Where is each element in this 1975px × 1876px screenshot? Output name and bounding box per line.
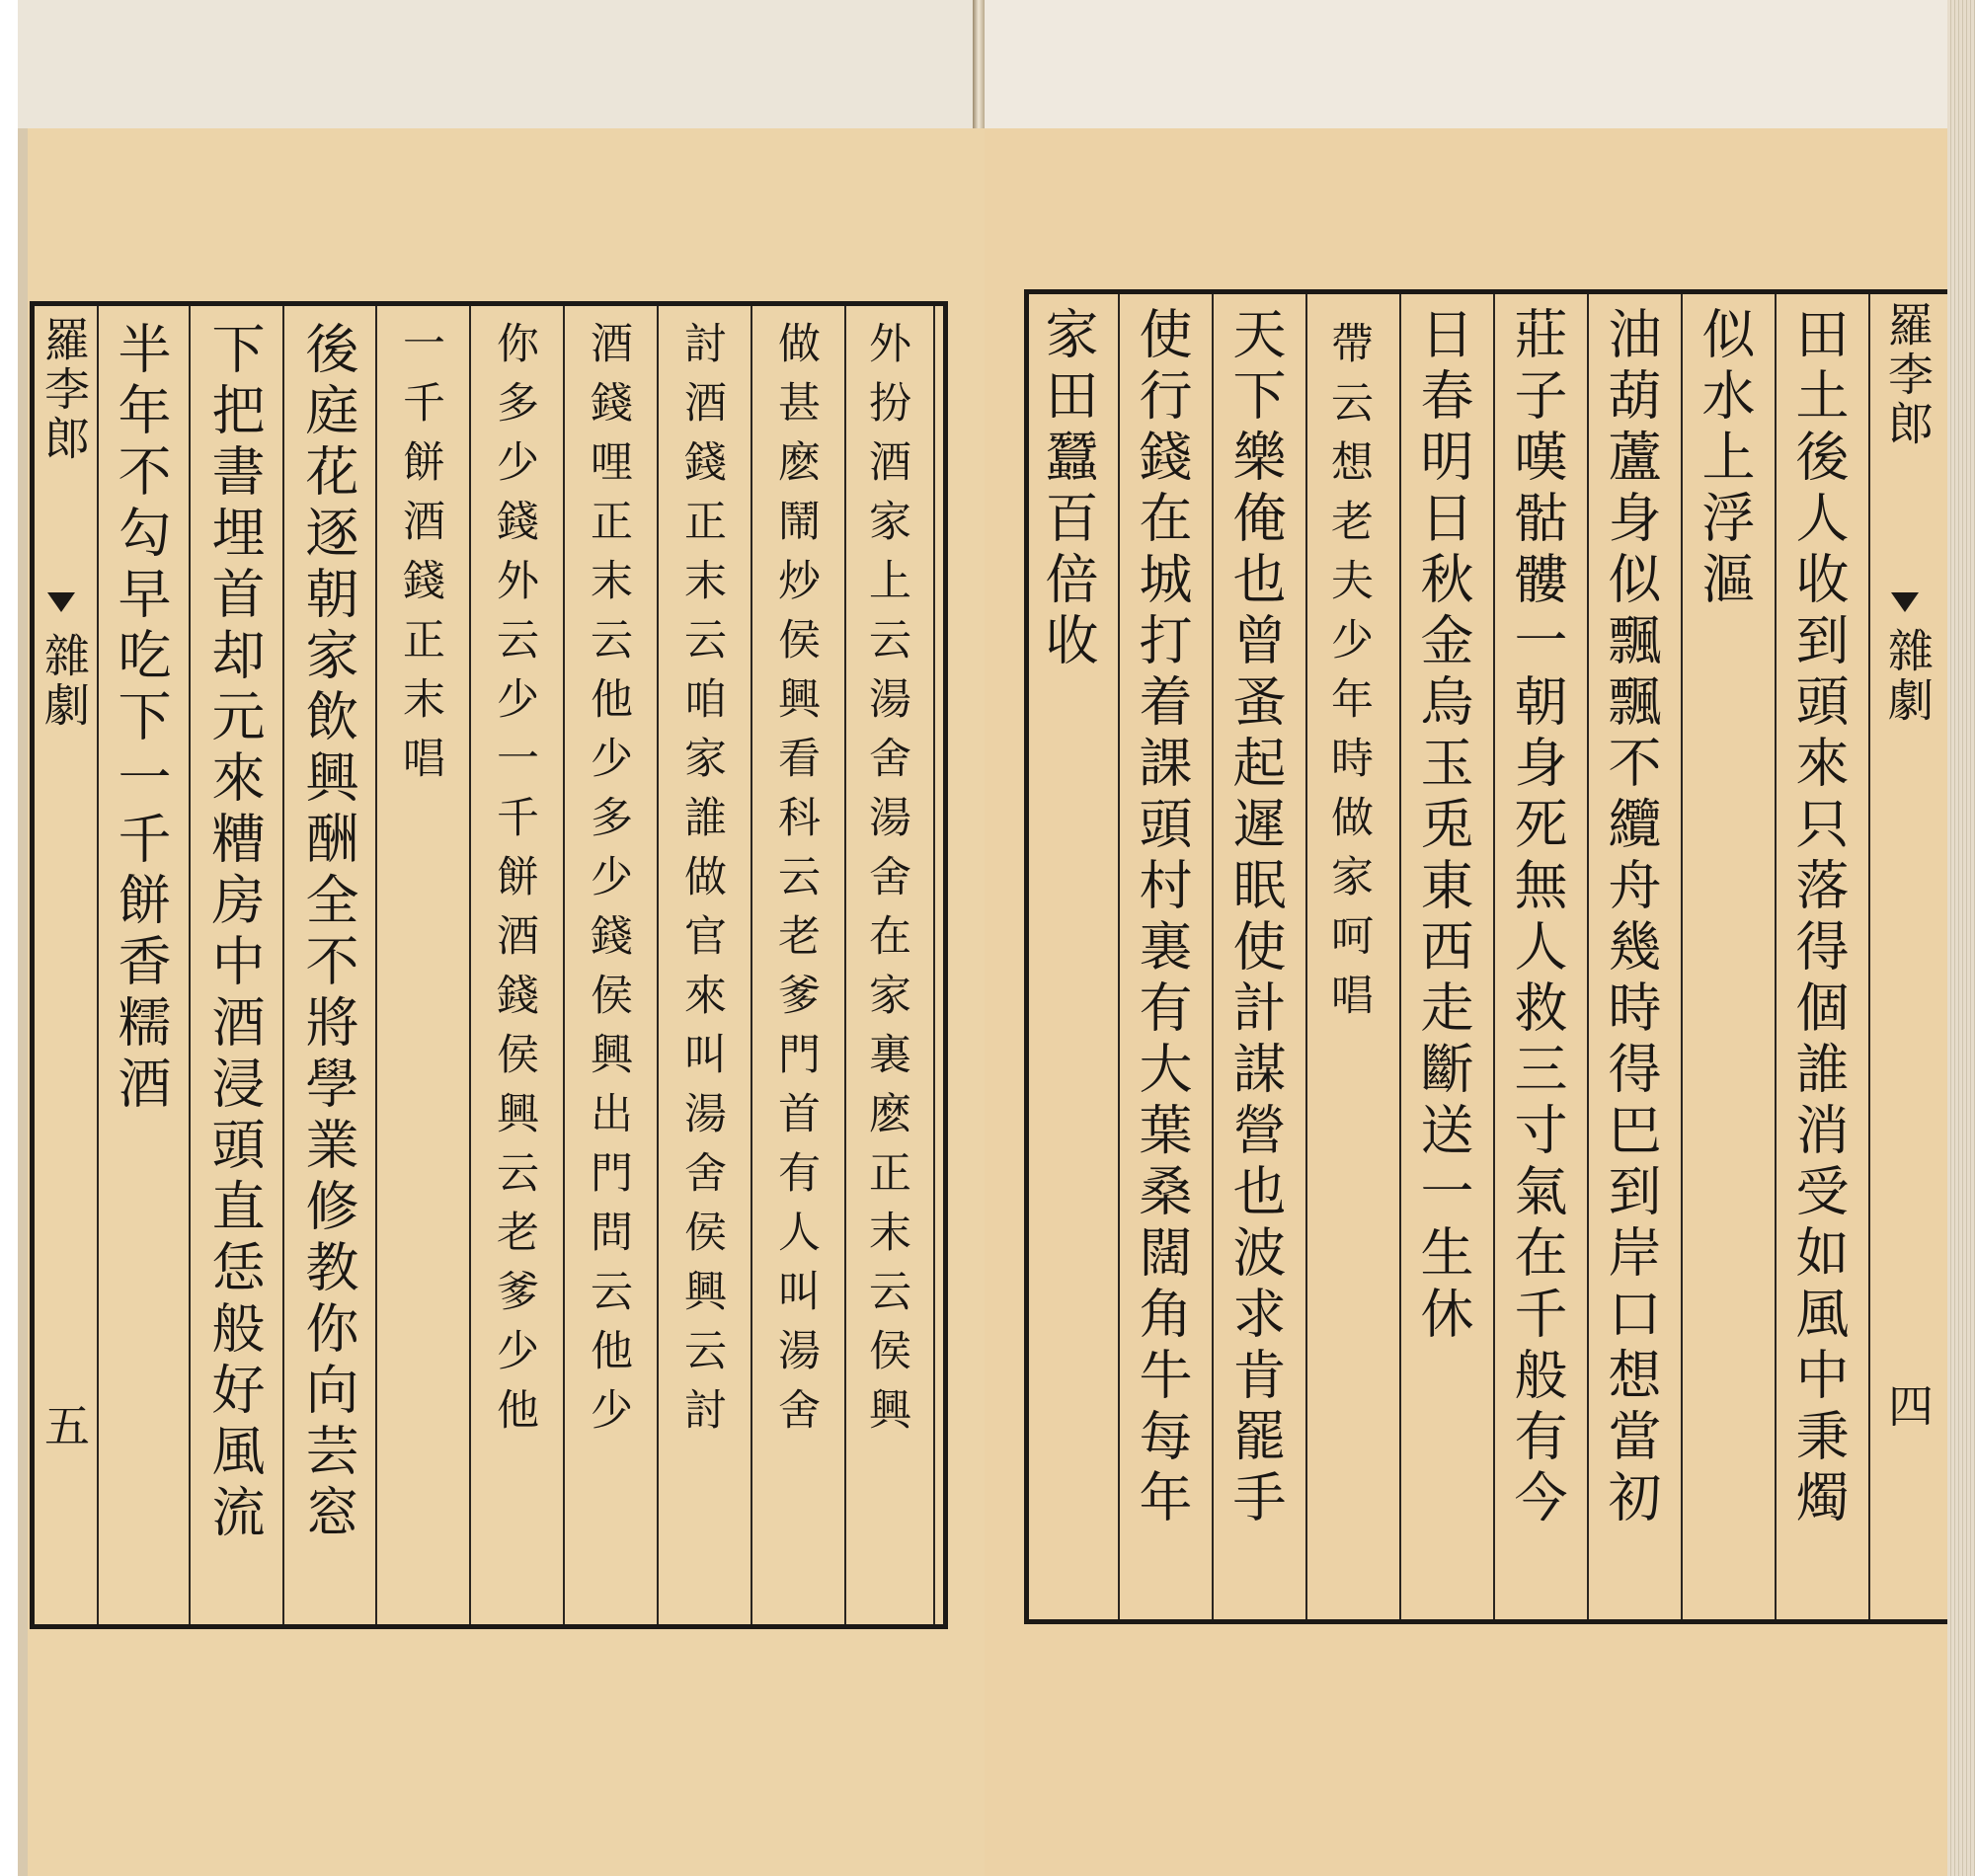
column-rule	[657, 306, 659, 1624]
column-rule	[1399, 294, 1401, 1619]
text-column: 半年不勾早吃下一千餅香糯酒	[110, 321, 172, 1117]
column-rule	[844, 306, 846, 1624]
text-column: 日春明日秋金烏玉兎東西走斷送一生休	[1412, 306, 1474, 1347]
folio-number: 四	[1881, 1382, 1935, 1436]
text-column: 討酒錢正末云咱家誰做官來叫湯舍侯興云討	[677, 321, 727, 1446]
text-column: 似水上浮漚	[1694, 306, 1756, 612]
right-page-top-edge	[978, 0, 1955, 128]
text-column: 家田蠶百倍收	[1037, 306, 1099, 673]
left-page	[18, 128, 986, 1876]
fishtail-mark	[47, 592, 75, 612]
column-rule	[282, 306, 284, 1624]
text-column: 油葫蘆身似飄飄不纜舟幾時得巴到岸口想當初	[1600, 306, 1662, 1530]
column-rule	[469, 306, 471, 1624]
column-rule	[1305, 294, 1307, 1619]
column-rule	[1775, 294, 1777, 1619]
margin-title: 羅李郎	[1881, 301, 1935, 449]
right-page	[985, 128, 1947, 1876]
text-column: 天下樂俺也曾蚤起遲眠使計謀營也波求肯罷手	[1224, 306, 1287, 1530]
margin-volume: 雜劇	[1881, 627, 1935, 726]
text-column: 帶云想老夫少年時做家呵唱	[1324, 321, 1374, 1032]
text-column: 莊子嘆骷髏一朝身死無人救三寸氣在千般有今	[1506, 306, 1568, 1530]
column-rule	[933, 306, 935, 1624]
text-column: 你多少錢外云少一千餅酒錢侯興云老爹少他	[490, 321, 539, 1446]
column-rule	[563, 306, 565, 1624]
margin-title: 羅李郎	[38, 316, 91, 464]
text-column: 下把書埋首却元來糟房中酒浸頭直恁般好風流	[203, 321, 266, 1545]
column-rule	[1587, 294, 1589, 1619]
column-rule	[1681, 294, 1683, 1619]
text-column: 一千餅酒錢正末唱	[396, 321, 445, 795]
text-column: 酒錢哩正末云他少多少錢侯興出門問云他少	[584, 321, 633, 1446]
margin-volume: 雜劇	[38, 632, 91, 731]
column-rule	[375, 306, 377, 1624]
fishtail-mark	[1891, 592, 1919, 612]
text-column: 做甚麽鬧炒侯興看科云老爹門首有人叫湯舍	[771, 321, 821, 1446]
column-rule	[1118, 294, 1120, 1619]
column-rule	[1493, 294, 1495, 1619]
text-column: 外扮酒家上云湯舍湯舍在家裏麽正末云侯興	[862, 321, 911, 1446]
page-stack-edge	[1947, 0, 1975, 1876]
text-column: 使行錢在城打着課頭村裏有大葉桑闊角牛每年	[1131, 306, 1193, 1530]
left-margin-rule	[97, 306, 99, 1624]
column-rule	[189, 306, 191, 1624]
text-column: 田土後人收到頭來只落得個誰消受如風中秉燭	[1787, 306, 1850, 1530]
column-rule	[1868, 294, 1870, 1619]
column-rule	[750, 306, 752, 1624]
text-column: 後庭花逐朝家飲興酬全不將學業修教你向芸窓	[297, 321, 359, 1545]
folio-number: 五	[38, 1402, 91, 1455]
left-page-top-edge	[18, 0, 976, 128]
column-rule	[1212, 294, 1214, 1619]
